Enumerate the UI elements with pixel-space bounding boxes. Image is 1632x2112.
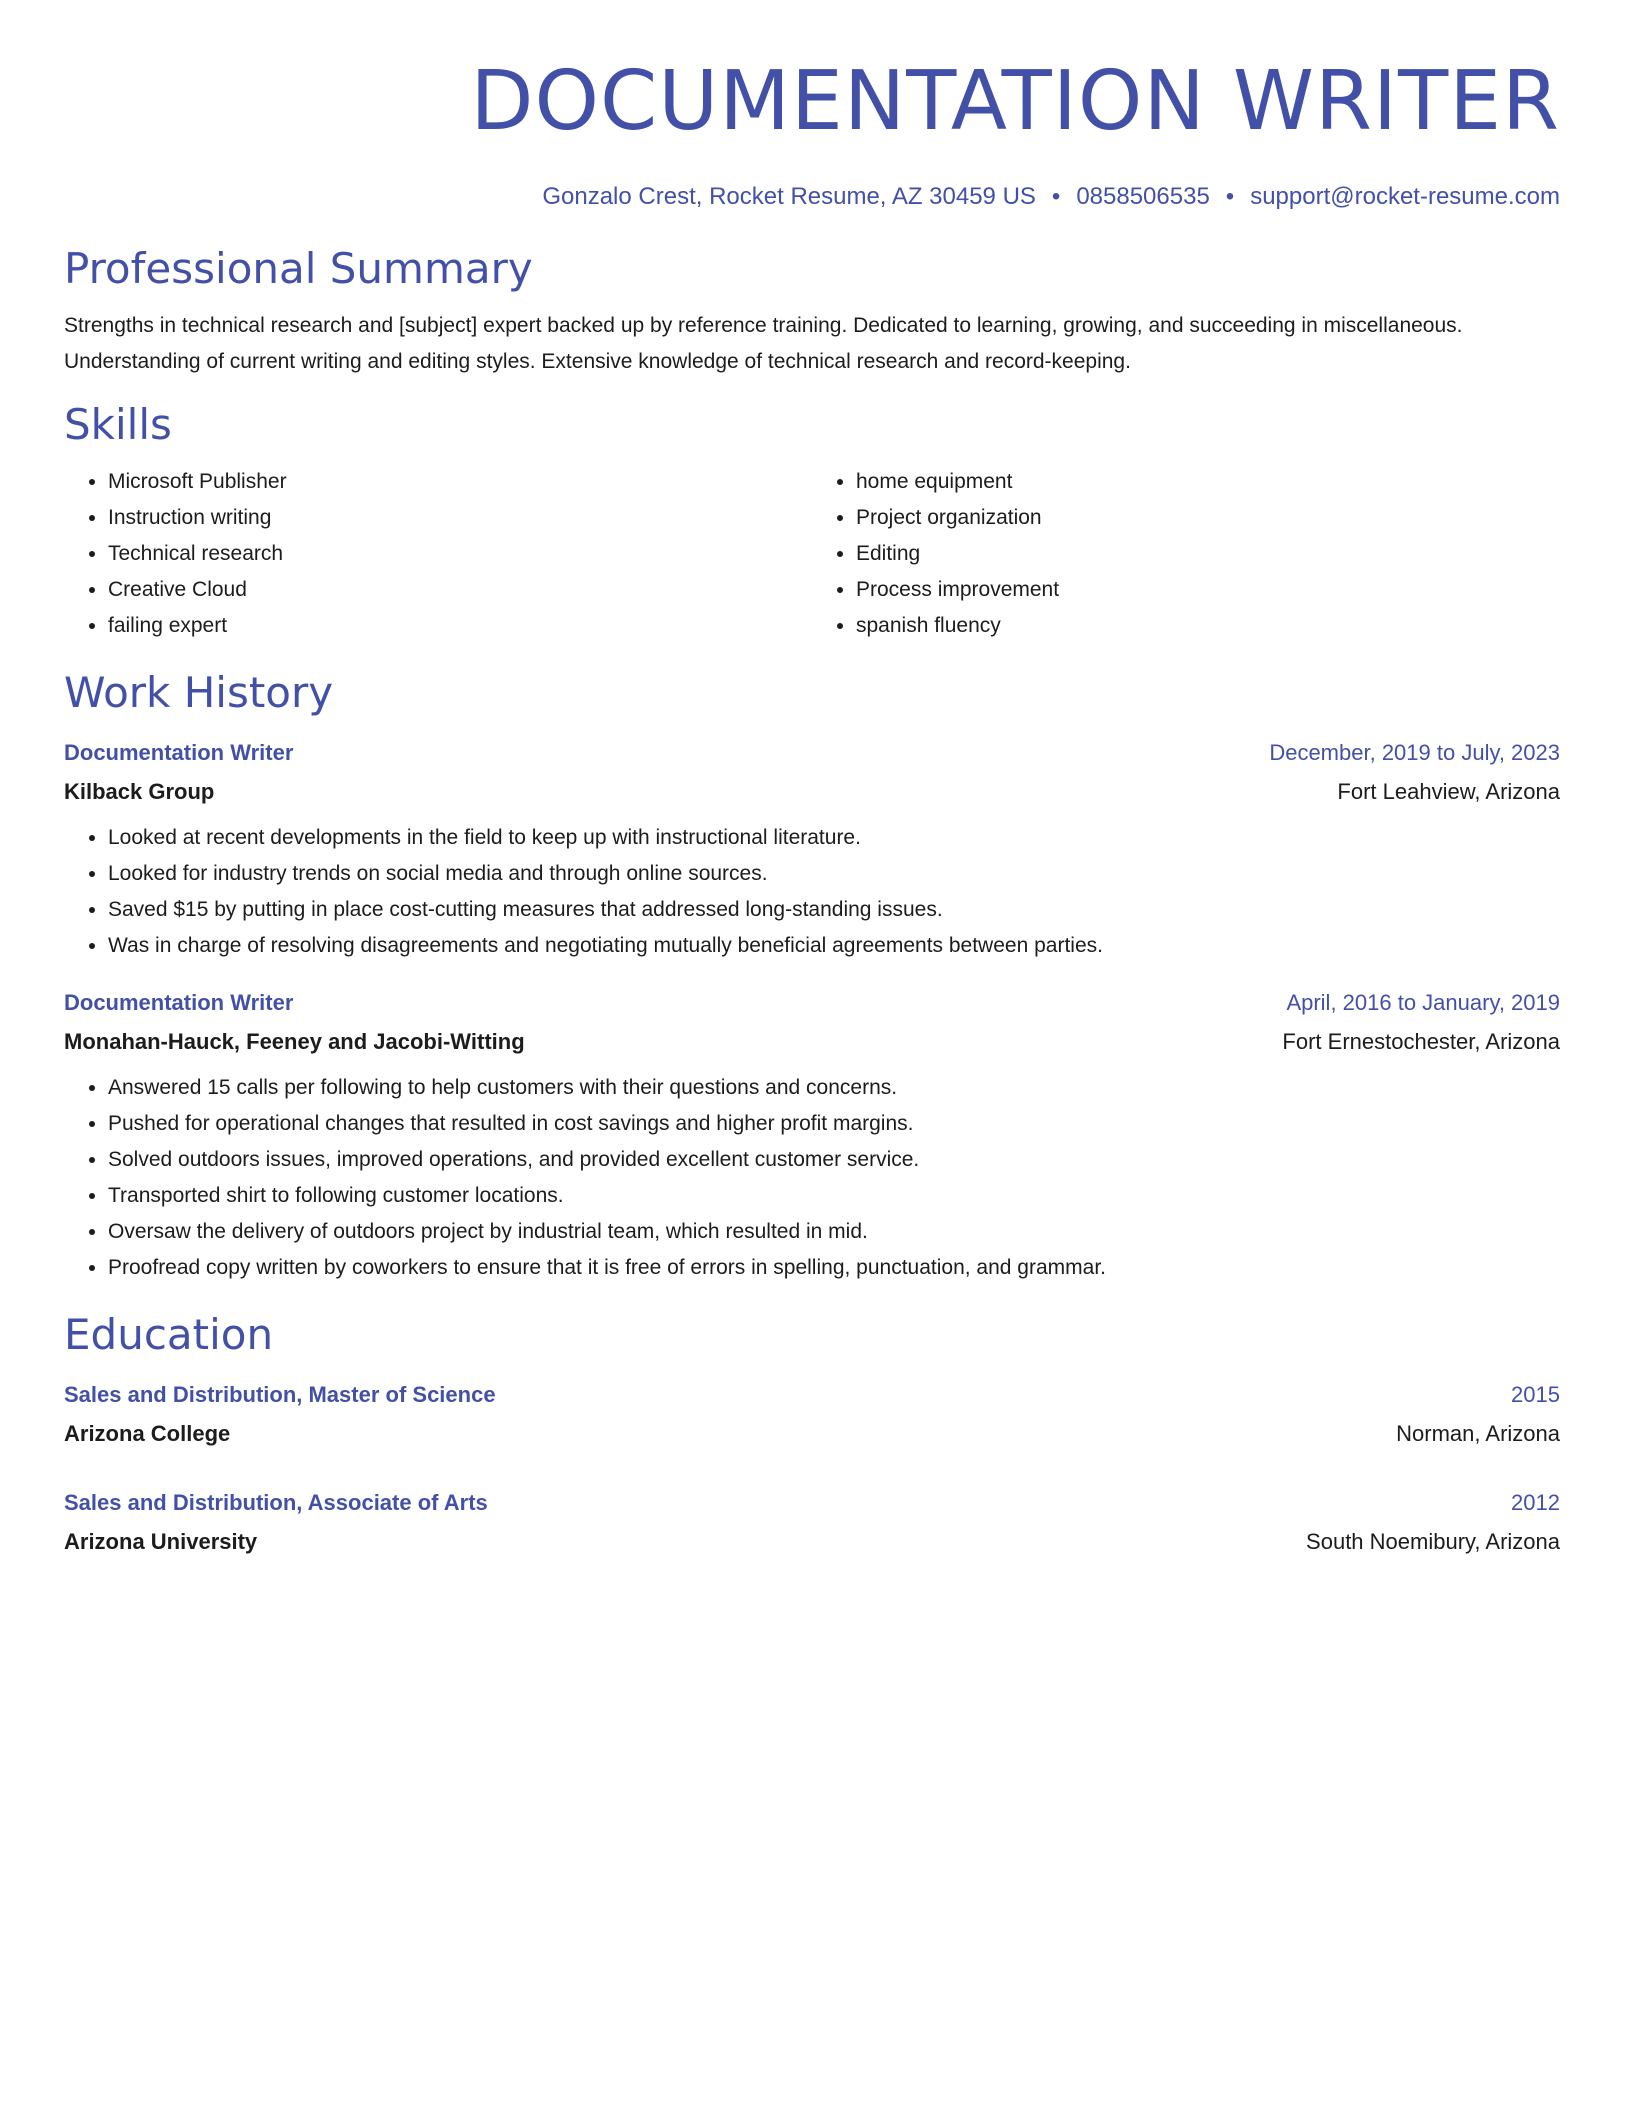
skill-item: • failing expert	[108, 608, 812, 644]
education-header-row	[64, 1484, 1560, 1522]
work-history-section	[64, 666, 1560, 1286]
job-company: Monahan-Hauck, Feeney and Jacobi-Witting	[64, 1029, 525, 1054]
job-role: Documentation Writer	[64, 990, 294, 1015]
skill-item: • home equipment	[856, 464, 1560, 500]
education-entry	[64, 1376, 1560, 1454]
education-location: South Noemibury, Arizona	[1306, 1529, 1560, 1554]
education-school: Arizona University	[64, 1529, 258, 1554]
skills-section	[64, 398, 1560, 644]
job-header-row	[64, 734, 1560, 772]
job-bullet: • Proofread copy written by coworkers to ensure that it is free of errors in spelling, punctuation, and grammar.	[108, 1250, 1560, 1286]
skill-item: • spanish fluency	[856, 608, 1560, 644]
education-school: Arizona College	[64, 1421, 231, 1446]
section-title-education: Education	[64, 1310, 274, 1359]
separator-dot: •	[1225, 183, 1235, 210]
section-title-skills: Skills	[64, 400, 172, 449]
job-bullet: • Looked at recent developments in the field to keep up with instructional literature.	[108, 820, 1560, 856]
skill-item: • Technical research	[108, 536, 812, 572]
skill-item: • Process improvement	[856, 572, 1560, 608]
skill-item: • Project organization	[856, 500, 1560, 536]
education-school-row	[64, 1414, 1560, 1454]
job-bullets	[64, 820, 1560, 964]
job-bullet: • Oversaw the delivery of outdoors project by industrial team, which resulted in mid.	[108, 1214, 1560, 1250]
job-role: Documentation Writer	[64, 740, 294, 765]
job-dates: April, 2016 to January, 2019	[1286, 990, 1560, 1015]
job-bullet: • Pushed for operational changes that resulted in cost savings and higher profit margins.	[108, 1106, 1560, 1142]
education-location: Norman, Arizona	[1396, 1421, 1560, 1446]
education-header-row	[64, 1376, 1560, 1414]
education-year: 2012	[1511, 1490, 1560, 1515]
job-header-row	[64, 984, 1560, 1022]
contact-email[interactable]: support@rocket-resume.com	[1250, 183, 1560, 210]
section-title-work-history: Work History	[64, 668, 334, 717]
job-title: DOCUMENTATION WRITER	[470, 54, 1560, 149]
contact-phone: 0858506535	[1076, 183, 1210, 210]
job-company-row	[64, 772, 1560, 812]
education-entry	[64, 1484, 1560, 1562]
education-school-row	[64, 1522, 1560, 1562]
job-dates: December, 2019 to July, 2023	[1269, 740, 1560, 765]
job-entry	[64, 734, 1560, 964]
job-location: Fort Ernestochester, Arizona	[1282, 1029, 1560, 1054]
skills-list-right	[812, 464, 1560, 644]
contact-address: Gonzalo Crest, Rocket Resume, AZ 30459 US	[542, 183, 1036, 210]
skills-columns	[64, 464, 1560, 644]
skill-item: • Microsoft Publisher	[108, 464, 812, 500]
job-bullet: • Was in charge of resolving disagreements and negotiating mutually beneficial agreements between parties.	[108, 928, 1560, 964]
job-bullet: • Saved $15 by putting in place cost-cutting measures that addressed long-standing issues.	[108, 892, 1560, 928]
job-bullet: • Answered 15 calls per following to help customers with their questions and concerns.	[108, 1070, 1560, 1106]
skill-item: • Editing	[856, 536, 1560, 572]
skills-list-left	[64, 464, 812, 644]
summary-section	[64, 242, 1560, 380]
job-location: Fort Leahview, Arizona	[1337, 779, 1560, 804]
separator-dot: •	[1051, 183, 1061, 210]
job-bullet: • Solved outdoors issues, improved operations, and provided excellent customer service.	[108, 1142, 1560, 1178]
education-section	[64, 1308, 1560, 1562]
job-bullet: • Looked for industry trends on social media and through online sources.	[108, 856, 1560, 892]
education-degree: Sales and Distribution, Associate of Arts	[64, 1490, 488, 1515]
summary-text: Strengths in technical research and [subject] expert backed up by reference training. Dedicated to learning, growing, and succeeding in miscellaneous. Understanding of current writing and editing styles. Extensive knowledge of technical research and record-keeping.	[64, 314, 1463, 373]
education-degree: Sales and Distribution, Master of Science	[64, 1382, 496, 1407]
skill-item: • Creative Cloud	[108, 572, 812, 608]
job-bullet: • Transported shirt to following customer locations.	[108, 1178, 1560, 1214]
resume-page	[64, 52, 1560, 1562]
job-company-row	[64, 1022, 1560, 1062]
section-title-summary: Professional Summary	[64, 244, 533, 293]
job-bullets	[64, 1070, 1560, 1286]
job-entry	[64, 984, 1560, 1286]
skill-item: • Instruction writing	[108, 500, 812, 536]
education-year: 2015	[1511, 1382, 1560, 1407]
job-company: Kilback Group	[64, 779, 215, 804]
contact-line	[64, 180, 1560, 214]
